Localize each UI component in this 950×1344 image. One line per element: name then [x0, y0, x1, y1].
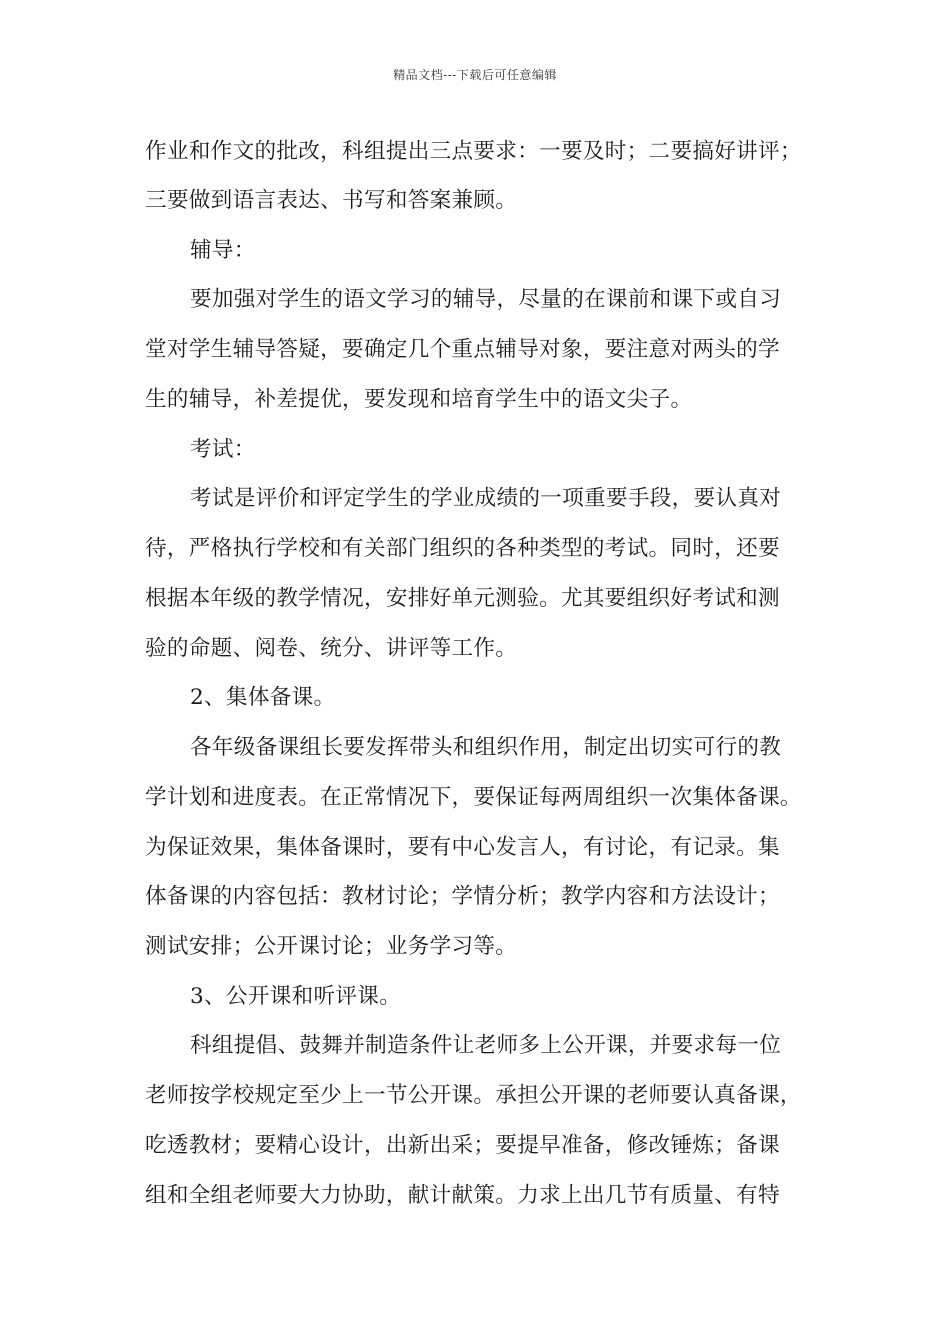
text-line: 三要做到语言表达、书写和答案兼顾。 [145, 188, 518, 213]
text-line: 生的辅导，补差提优，要发现和培育学生中的语文尖子。 [145, 387, 693, 412]
text-line: 根据本年级的教学情况，安排好单元测验。尤其要组织好考试和测 [145, 586, 780, 611]
text-line: 老师按学校规定至少上一节公开课。承担公开课的老师要认真备课， [145, 1083, 802, 1108]
paragraph-first-line: 要加强对学生的语文学习的辅导，尽量的在课前和课下或自习 [190, 287, 782, 312]
section-heading: 2、集体备课。 [190, 685, 336, 710]
text-line: 验的命题、阅卷、统分、讲评等工作。 [145, 636, 518, 661]
text-line: 作业和作文的批改，科组提出三点要求：一要及时；二要搞好讲评； [145, 139, 802, 164]
text-line: 体备课的内容包括：教材讨论；学情分析；教学内容和方法设计； [145, 884, 780, 909]
text-line: 吃透教材；要精心设计，出新出采；要提早准备，修改锤炼；备课 [145, 1133, 780, 1158]
section-heading: 3、公开课和听评课。 [190, 984, 402, 1009]
section-heading: 考试： [190, 437, 256, 462]
text-line: 测试安排；公开课讨论；业务学习等。 [145, 934, 518, 959]
text-line: 堂对学生辅导答疑，要确定几个重点辅导对象，要注意对两头的学 [145, 337, 780, 362]
page-header: 精品文档---下载后可任意编辑 [393, 68, 557, 82]
paragraph-first-line: 各年级备课组长要发挥带头和组织作用，制定出切实可行的教 [190, 735, 782, 760]
section-heading: 辅导： [190, 238, 256, 263]
text-line: 组和全组老师要大力协助，献计献策。力求上出几节有质量、有特 [145, 1183, 780, 1208]
paragraph-first-line: 考试是评价和评定学生的学业成绩的一项重要手段，要认真对 [190, 486, 782, 511]
text-line: 待，严格执行学校和有关部门组织的各种类型的考试。同时，还要 [145, 536, 780, 561]
text-line: 学计划和进度表。在正常情况下，要保证每两周组织一次集体备课。 [145, 785, 802, 810]
text-line: 为保证效果，集体备课时，要有中心发言人，有讨论，有记录。集 [145, 835, 780, 860]
paragraph-first-line: 科组提倡、鼓舞并制造条件让老师多上公开课，并要求每一位 [190, 1033, 782, 1058]
